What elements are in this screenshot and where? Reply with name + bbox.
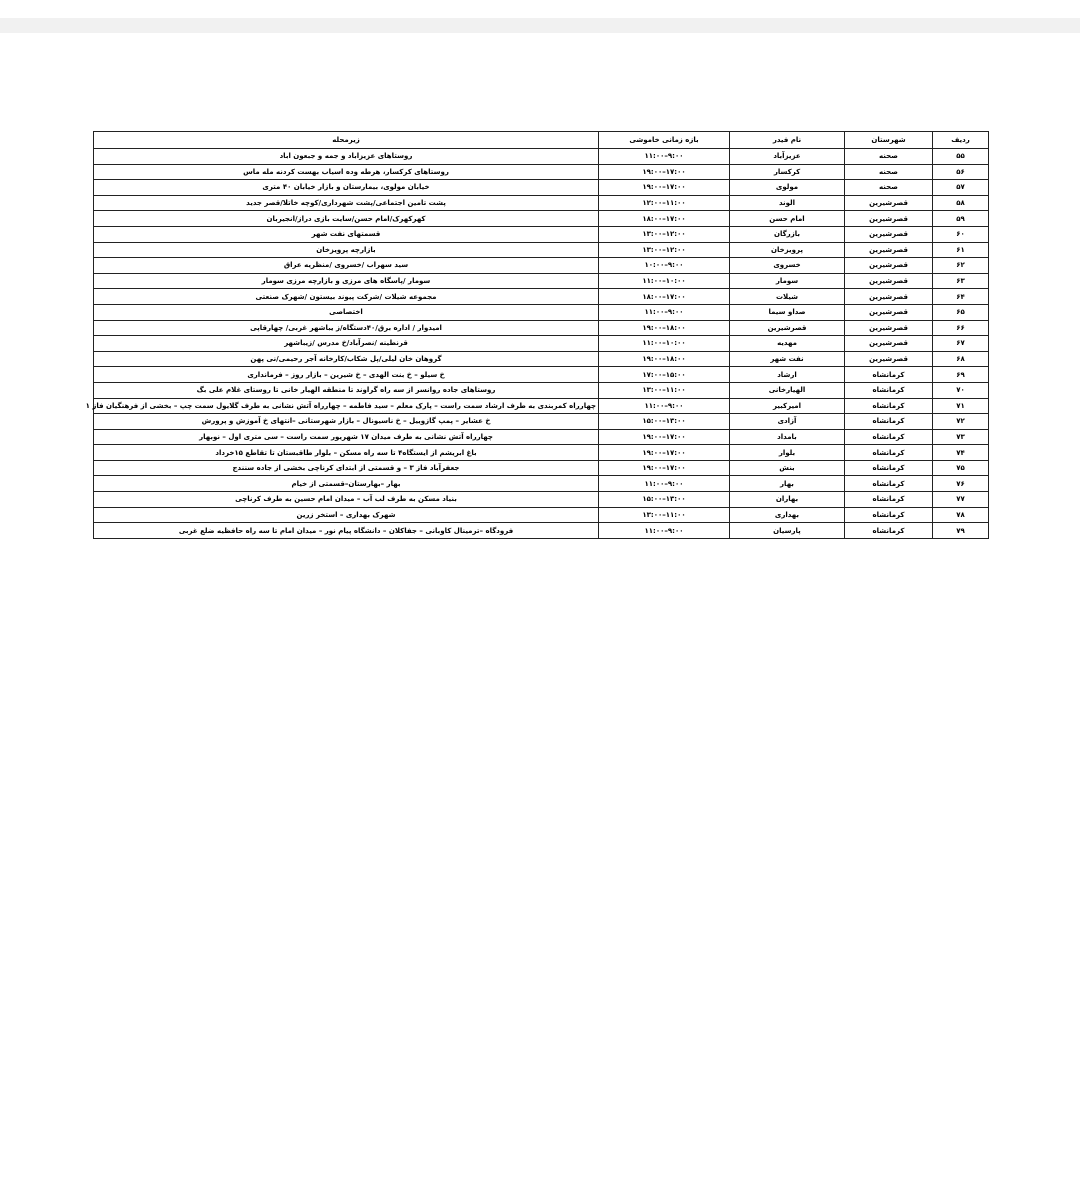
row-number-cell: ۶۶: [933, 320, 989, 336]
row-number-cell: ۷۹: [933, 523, 989, 539]
table-row: [94, 180, 989, 196]
time-cell: ۱۵:۰۰–۱۷:۰۰: [599, 367, 730, 383]
feeder-cell: سومار: [730, 273, 845, 289]
feeder-cell: بازرگان: [730, 226, 845, 242]
county-cell: قصرشیرین: [845, 320, 933, 336]
time-cell: ۱۷:۰۰–۱۸:۰۰: [599, 211, 730, 227]
table-row: [94, 336, 989, 352]
county-cell: قصرشیرین: [845, 273, 933, 289]
area-cell: جعفرآباد فاز ۳ – و قسمتی از ابتدای کرناچی بخشی از جاده سنندج: [94, 460, 599, 476]
time-cell: ۱۳:۰۰–۱۵:۰۰: [599, 414, 730, 430]
area-cell: خ عشایر – پمپ گازوییل – خ ناسیونال – بازار شهرستانی –انتهای خ آموزش و پرورش: [94, 414, 599, 430]
area-cell: گروهان خان لیلی/پل شکاب/کارخانه آجر رحیمی/نی پهن: [94, 351, 599, 367]
county-cell: قصرشیرین: [845, 304, 933, 320]
area-cell: مجموعه شیلات /شرکت پیوند بیستون /شهرک صنعتی: [94, 289, 599, 305]
time-cell: ۱۸:۰۰–۱۹:۰۰: [599, 351, 730, 367]
area-cell: چهارراه آتش نشانی به طرف میدان ۱۷ شهریور سمت راست – سی متری اول – نوبهار: [94, 429, 599, 445]
row-number-cell: ۵۵: [933, 149, 989, 165]
area-cell: بازارچه پرویزخان: [94, 242, 599, 258]
county-cell: کرمانشاه: [845, 523, 933, 539]
time-cell: ۱۲:۰۰–۱۳:۰۰: [599, 226, 730, 242]
table-row: [94, 398, 989, 414]
county-cell: کرمانشاه: [845, 492, 933, 508]
time-cell: ۱۷:۰۰–۱۹:۰۰: [599, 180, 730, 196]
table-row: [94, 149, 989, 165]
county-cell: کرمانشاه: [845, 367, 933, 383]
time-cell: ۱۲:۰۰–۱۳:۰۰: [599, 242, 730, 258]
area-cell: روستاهای عزیزاباد و جمه و جبعون اباد: [94, 149, 599, 165]
county-cell: کرمانشاه: [845, 445, 933, 461]
row-number-cell: ۷۷: [933, 492, 989, 508]
county-cell: کرمانشاه: [845, 398, 933, 414]
time-cell: ۱۷:۰۰–۱۹:۰۰: [599, 445, 730, 461]
row-number-cell: ۷۶: [933, 476, 989, 492]
row-number-cell: ۷۴: [933, 445, 989, 461]
table-row: [94, 164, 989, 180]
area-cell: بنیاد مسکن به طرف لب آب – میدان امام حسین به طرف کرناچی: [94, 492, 599, 508]
feeder-cell: بنش: [730, 460, 845, 476]
area-cell: خیابان مولوی، بیمارستان و بازار خیابان ۴۰ متری: [94, 180, 599, 196]
time-cell: ۹:۰۰–۱۱:۰۰: [599, 304, 730, 320]
time-cell: ۱۷:۰۰–۱۹:۰۰: [599, 429, 730, 445]
header-time: بازه زمانی خاموشی: [599, 132, 730, 149]
feeder-cell: بامداد: [730, 429, 845, 445]
row-number-cell: ۶۱: [933, 242, 989, 258]
feeder-cell: خسروی: [730, 258, 845, 274]
county-cell: قصرشیرین: [845, 226, 933, 242]
feeder-cell: بهداری: [730, 507, 845, 523]
outage-table: [85, 131, 989, 539]
row-number-cell: ۶۷: [933, 336, 989, 352]
feeder-cell: مولوی: [730, 180, 845, 196]
top-band: [0, 0, 1080, 34]
table-row: [94, 367, 989, 383]
time-cell: ۱۳:۰۰–۱۵:۰۰: [599, 492, 730, 508]
area-cell: روستاهای جاده روانسر از سه راه گراوند تا منطقه الهیار خانی تا روستای غلام علی بگ: [94, 382, 599, 398]
time-cell: ۱۷:۰۰–۱۹:۰۰: [599, 460, 730, 476]
feeder-cell: مهدیه: [730, 336, 845, 352]
county-cell: قصرشیرین: [845, 351, 933, 367]
row-number-cell: ۶۹: [933, 367, 989, 383]
feeder-cell: کرکسار: [730, 164, 845, 180]
area-cell: باغ ابریشم از ایستگاه۴ تا سه راه مسکن – بلوار طاقبستان تا تقاطع ۱۵خرداد: [94, 445, 599, 461]
county-cell: صحنه: [845, 180, 933, 196]
table-row: [94, 273, 989, 289]
area-cell: خ سیلو – خ بنت الهدی – خ شیرین – بازار روز – فرمانداری: [94, 367, 599, 383]
table-row: [94, 460, 989, 476]
header-feeder: نام فیدر: [730, 132, 845, 149]
time-cell: ۹:۰۰–۱۱:۰۰: [599, 476, 730, 492]
table-row: [94, 258, 989, 274]
table-body: [85, 149, 989, 539]
county-cell: کرمانشاه: [845, 460, 933, 476]
time-cell: ۱۱:۰۰–۱۳:۰۰: [599, 382, 730, 398]
row-number-cell: ۶۳: [933, 273, 989, 289]
time-cell: ۹:۰۰–۱۱:۰۰: [599, 398, 730, 414]
county-cell: قصرشیرین: [845, 195, 933, 211]
time-cell: ۱۱:۰۰–۱۳:۰۰: [599, 507, 730, 523]
feeder-cell: بهار: [730, 476, 845, 492]
row-number-cell: ۶۴: [933, 289, 989, 305]
top-strip: [0, 18, 1080, 33]
row-number-cell: ۷۲: [933, 414, 989, 430]
area-cell: امیدوار / اداره برق/۴۰دستگاه/ز یباشهر غربی/ چهارقاپی: [94, 320, 599, 336]
feeder-cell: شیلات: [730, 289, 845, 305]
table-row: [94, 492, 989, 508]
table-row: [94, 289, 989, 305]
row-number-cell: ۷۱: [933, 398, 989, 414]
time-cell: ۹:۰۰–۱۱:۰۰: [599, 523, 730, 539]
time-cell: ۹:۰۰–۱۰:۰۰: [599, 258, 730, 274]
row-number-cell: ۶۲: [933, 258, 989, 274]
header-row-number: ردیف: [933, 132, 989, 149]
row-number-cell: ۶۰: [933, 226, 989, 242]
area-cell: اختصاصی: [94, 304, 599, 320]
row-number-cell: ۵۷: [933, 180, 989, 196]
county-cell: کرمانشاه: [845, 476, 933, 492]
table-row: [94, 242, 989, 258]
area-cell: بهار –بهارستان–قسمتی از خیام: [94, 476, 599, 492]
row-number-cell: ۶۵: [933, 304, 989, 320]
county-cell: کرمانشاه: [845, 429, 933, 445]
time-cell: ۹:۰۰–۱۱:۰۰: [599, 149, 730, 165]
header-county: شهرستان: [845, 132, 933, 149]
time-cell: ۱۷:۰۰–۱۸:۰۰: [599, 289, 730, 305]
time-cell: ۱۷:۰۰–۱۹:۰۰: [599, 164, 730, 180]
area-cell: فرودگاه –ترمینال کاوبانی – جفاکلان – دانشگاه پیام نور – میدان امام تا سه راه حافظیه ضلع غربی: [94, 523, 599, 539]
row-number-cell: ۵۹: [933, 211, 989, 227]
county-cell: قصرشیرین: [845, 336, 933, 352]
county-cell: قصرشیرین: [845, 242, 933, 258]
table-row: [94, 476, 989, 492]
area-cell: کهرکهرک/امام حسن/سایت بازی دراز/انجیربان: [94, 211, 599, 227]
table-row: [94, 211, 989, 227]
county-cell: قصرشیرین: [845, 211, 933, 227]
county-cell: قصرشیرین: [845, 289, 933, 305]
county-cell: کرمانشاه: [845, 507, 933, 523]
table-header-row: [94, 132, 989, 149]
feeder-cell: ارشاد: [730, 367, 845, 383]
feeder-cell: عزیزآباد: [730, 149, 845, 165]
feeder-cell: امام حسن: [730, 211, 845, 227]
area-cell: شهرک بهداری – استخر زرین: [94, 507, 599, 523]
table-row: [94, 429, 989, 445]
row-number-cell: ۷۵: [933, 460, 989, 476]
feeder-cell: بهاران: [730, 492, 845, 508]
feeder-cell: امیرکبیر: [730, 398, 845, 414]
feeder-cell: آزادی: [730, 414, 845, 430]
area-cell: سید سهراب /خسروی /منظریه عراق: [94, 258, 599, 274]
area-cell: روستاهای کرکسار، هرطه وده اسیاب بهست کردنه مله ماس: [94, 164, 599, 180]
county-cell: قصرشیرین: [845, 258, 933, 274]
time-cell: ۱۰:۰۰–۱۱:۰۰: [599, 273, 730, 289]
table-row: [94, 507, 989, 523]
table-row: [94, 226, 989, 242]
area-cell: قسمتهای نفت شهر: [94, 226, 599, 242]
table-row: [94, 320, 989, 336]
area-cell: چهارراه کمربندی به طرف ارشاد سمت راست – پارک معلم – سید فاطمه – چهارراه آتش نشانی به طرف گلایول سمت چپ – بخشی از فرهنگیان فاز ۱: [94, 398, 599, 414]
area-cell: قرنطینه /نصرآباد/خ مدرس /زیباشهر: [94, 336, 599, 352]
area-cell: پشت تامین اجتماعی/پشت شهرداری/کوچه خاتلا/قصر جدید: [94, 195, 599, 211]
table-row: [94, 445, 989, 461]
table-row: [94, 523, 989, 539]
table-row: [94, 351, 989, 367]
feeder-cell: صداو سیما: [730, 304, 845, 320]
county-cell: کرمانشاه: [845, 382, 933, 398]
time-cell: ۱۱:۰۰–۱۲:۰۰: [599, 195, 730, 211]
feeder-cell: نفت شهر: [730, 351, 845, 367]
header-area: زیرمحله: [94, 132, 599, 149]
county-cell: صحنه: [845, 164, 933, 180]
feeder-cell: الوند: [730, 195, 845, 211]
feeder-cell: قصرشیرین: [730, 320, 845, 336]
area-cell: سومار /پاسگاه های مرزی و بازارچه مرزی سومار: [94, 273, 599, 289]
county-cell: صحنه: [845, 149, 933, 165]
time-cell: ۱۰:۰۰–۱۱:۰۰: [599, 336, 730, 352]
row-number-cell: ۵۸: [933, 195, 989, 211]
row-number-cell: ۶۸: [933, 351, 989, 367]
feeder-cell: پارسیان: [730, 523, 845, 539]
table-row: [94, 304, 989, 320]
row-number-cell: ۷۰: [933, 382, 989, 398]
row-number-cell: ۵۶: [933, 164, 989, 180]
county-cell: کرمانشاه: [845, 414, 933, 430]
row-number-cell: ۷۸: [933, 507, 989, 523]
outage-schedule-sheet: [85, 131, 988, 539]
table-row: [94, 382, 989, 398]
feeder-cell: الهیارخانی: [730, 382, 845, 398]
table-row: [94, 414, 989, 430]
table-row: [94, 195, 989, 211]
row-number-cell: ۷۳: [933, 429, 989, 445]
feeder-cell: بلوار: [730, 445, 845, 461]
time-cell: ۱۸:۰۰–۱۹:۰۰: [599, 320, 730, 336]
feeder-cell: پرویزخان: [730, 242, 845, 258]
